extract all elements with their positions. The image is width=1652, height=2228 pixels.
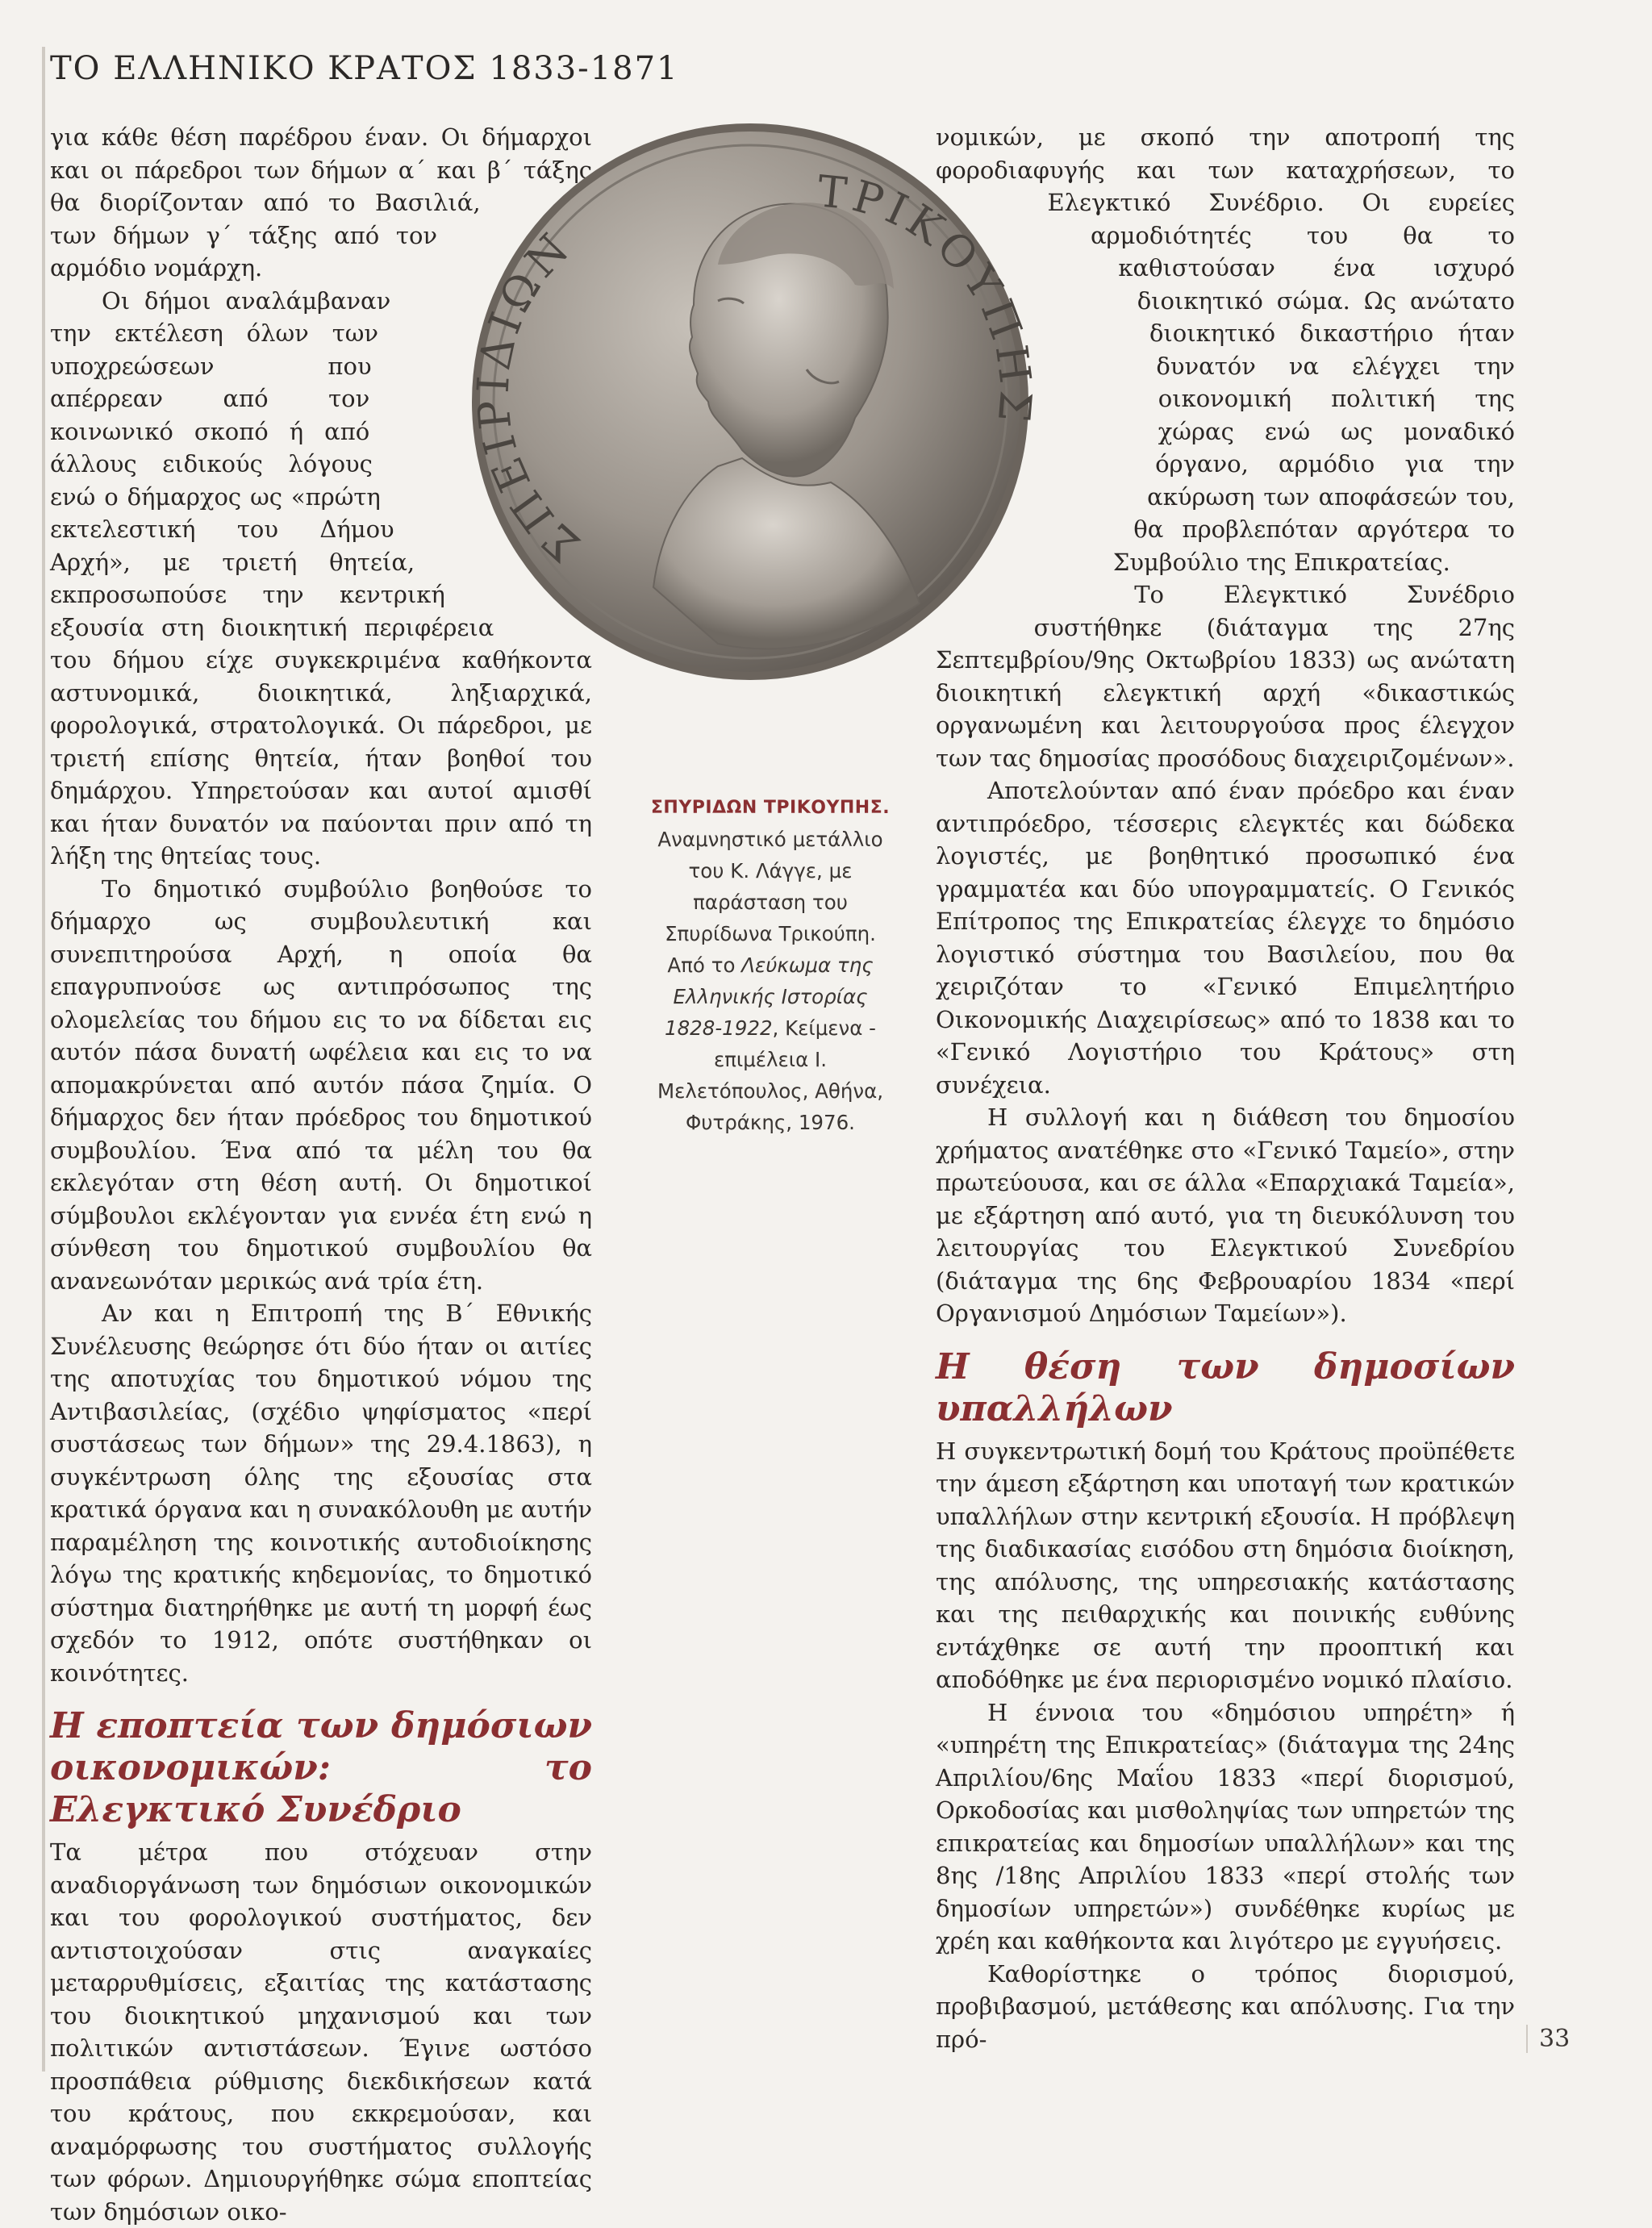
page-number: 33 [1526, 2025, 1570, 2053]
section-heading: Η εποπτεία των δημόσιων οικονομικών: το Ελεγκτικό Συνέδριο [50, 1705, 592, 1830]
paragraph: νομικών, με σκοπό την αποτροπή της φοροδιαφυγής και των καταχρήσεων, το Ελεγκτικό Συνέδριο. Οι ευρείες αρμοδιότητές του θα το καθιστούσαν ένα ισχυρό διοικητικό σώμα. Ως ανώτατο διοικητικό δικαστήριο ήταν δυνατόν να ελέγχει την οικονομική πολιτική της χώρας ενώ ως μοναδικό όργανο, αρμόδιο για την ακύρωση των αποφάσεών του, θα προβλεπόταν αργότερα το Συμβούλιο της Επικρατείας. [936, 123, 1515, 576]
inscription-left: ΣΠΕΙΡΙΔΙΩΝ [467, 220, 590, 572]
paragraph: Αν και η Επιτροπή της Β΄ Εθνικής Συνέλευσης θεώρησε ότι δύο ήταν οι αιτίες της αποτυχίας του δημοτικού νόμου της Αντιβασιλείας, (σχέδιο ψηφίσματος «περί συστάσεως των δήμων» της 29.4.1863), η συγκέντρωση όλης της εξουσίας στα κρατικά όργανα και η συνακόλουθη με αυτήν παραμέληση της κοινοτικής αυτοδιοίκησης λόγω της κρατικής κηδεμονίας, το δημοτικό σύστημα διατηρήθηκε με αυτή τη μορφή έως σχεδόν το 1912, οπότε συστήθηκαν οι κοινότητες. [50, 1300, 592, 1687]
caption-album-title: Λεύκωμα της Ελληνικής Ιστορίας 1828-1922 [664, 953, 874, 1040]
paragraph: για κάθε θέση παρέδρου έναν. Οι δήμαρχοι και οι πάρεδροι των δήμων α΄ και β΄ τάξης θα διορίζονταν από το Βασιλιά, των δήμων γ΄ τάξης από τον αρμόδιο νομάρχη. [50, 123, 592, 282]
caption-text-2: , Κείμενα - επιμέλεια Ι. Μελετόπουλος, Αθήνα, Φυτράκης, 1976. [657, 1016, 884, 1134]
margin-rule [42, 47, 45, 2072]
paragraph: Τα μέτρα που στόχευαν στην αναδιοργάνωση των δημόσιων οικονομικών και του φορολογικού συστήματος, δεν αντιστοιχούσαν στις αναγκαίες μεταρρυθμίσεις, εξαιτίας της κατάστασης του διοικητικού μηχανισμού και των πολιτικών αντιστάσεων. Έγινε ωστόσο προσπάθεια ρύθμισης διεκδικήσεων κατά του κράτους, που εκκρεμούσαν, και αναμόρφωσης του συστήματος συλλογής των φόρων. Δημιουργήθηκε σώμα εποπτείας των δημόσιων οικο- [50, 1838, 592, 2226]
paragraph: Το Ελεγκτικό Συνέδριο συστήθηκε (διάταγμα της 27ης Σεπτεμβρίου/9ης Οκτωβρίου 1833) ως ανώτατη διοικητική ελεγκτική αρχή «δικαστικώς οργανωμένη και λειτουργούσα προς έλεγχον των τας δημοσίας προσόδους διαχειριζομένων». [936, 581, 1515, 772]
section-heading: Η θέση των δημοσίων υπαλλήλων [936, 1346, 1515, 1429]
medal-image [452, 103, 1049, 700]
inscription-right: ΤΡΙΚΟΥΠΗΣ [815, 165, 1042, 429]
paragraph: Η συγκεντρωτική δομή του Κράτους προϋπέθετε την άμεση εξάρτηση και υποταγή των κρατικών υπαλλήλων στην κεντρική εξουσία. Η πρόβλεψη της διαδικασίας εισόδου στη δημόσια διοίκηση, της απόλυσης, της υπηρεσιακής κατάστασης και της πειθαρχικής και ποινικής ευθύνης εντάχθηκε σε αυτή την προοπτική και αποδόθηκε με ένα περιορισμένο νομικό πλαίσιο. [936, 1437, 1515, 1693]
paragraph: Οι δήμοι αναλάμβαναν την εκτέλεση όλων των υποχρεώσεων που απέρρεαν από τον κοινωνικό σκοπό ή από άλλους ειδικούς λόγους ενώ ο δήμαρχος ως «πρώτη εκτελεστική του Δήμου Αρχή», με τριετή θητεία, εκπροσωπούσε την κεντρική εξουσία στη διοικητική περιφέρεια του δήμου είχε συγκεκριμένα καθήκοντα αστυνομικά, διοικητικά, ληξιαρχικά, φορολογικά, στρατολογικά. Οι πάρεδροι, με τριετή επίσης θητεία, ήταν βοηθοί του δημάρχου. Υπηρετούσαν και αυτοί αμισθί και ήταν δυνατόν να παύονται πριν από τη λήξη της θητείας τους. [50, 286, 592, 870]
paragraph: Η συλλογή και η διάθεση του δημοσίου χρήματος ανατέθηκε στο «Γενικό Ταμείο», στην πρωτεύουσα, και σε άλλα «Επαρχιακά Ταμεία», με εξάρτηση από αυτό, για τη διευκόλυνση του λειτουργίας του Ελεγκτικού Συνεδρίου (διάταγμα της 6ης Φεβρουαρίου 1834 «περί Οργανισμού Δημόσιων Ταμείων»). [936, 1104, 1515, 1327]
paragraph: Καθορίστηκε ο τρόπος διορισμού, προβιβασμού, μετάθεσης και απόλυσης. Για την πρό- [936, 1959, 1515, 2053]
paragraph: Το δημοτικό συμβούλιο βοηθούσε το δήμαρχο ως συμβουλευτική και συνεπιτηρούσα Αρχή, η οποία θα επαγρυπνούσε ως αντιπρόσωπος της ολομελείας του δήμου εις το να δίδεται εις αυτόν πάσα δυνατή ωφέλεια και εις το να απομακρύνεται από αυτόν πάσα ζημία. Ο δήμαρχος δεν ήταν πρόεδρος του δημοτικού συμβουλίου. Ένα από τα μέλη του θα εκλεγόταν στη θέση αυτή. Οι δημοτικοί σύμβουλοι εκλέγονταν για εννέα έτη ενώ η σύνθεση του δημοτικού συμβουλίου θα ανανεωνόταν μερικώς ανά τρία έτη. [50, 874, 592, 1295]
medal-portrait-svg [452, 103, 1049, 700]
paragraph: Αποτελούνταν από έναν πρόεδρο και έναν αντιπρόεδρο, τέσσερις ελεγκτές και δώδεκα λογιστές, με βοηθητικό προσωπικό ένα γραμματέα και δύο υπογραμματείς. Ο Γενικός Επίτροπος της Επικρατείας έλεγχε το δημόσιο λογιστικό σύστημα του Βασιλείου, που θα χειριζόταν το «Γενικό Επιμελητήριο Οικονομικής Διαχειρίσεως» από το 1838 και το «Γενικό Λογιστήριο του Κράτους» στη συνέχεια. [936, 777, 1515, 1099]
image-caption [645, 792, 895, 1138]
paragraph: Η έννοια του «δημόσιου υπηρέτη» ή «υπηρέτη της Επικρατείας» (διάταγμα της 24ης Απριλίου/6ης Μαΐου 1833 «περί διορισμού, Ορκοδοσίας και μισθοληψίας των υπηρετών της επικρατείας και δημοσίων υπαλλήλων» και της 8ης /18ης Απριλίου 1833 «περί στολής των δημοσίων υπηρετών») συνδέθηκε κυρίως με χρέη και καθήκοντα και λιγότερο με εγγυήσεις. [936, 1698, 1515, 1955]
caption-text: Αναμνηστικό μετάλλιο του Κ. Λάγγε, με παράσταση του Σπυρίδωνα Τρικούπη. Από το [657, 828, 883, 977]
caption-name: ΣΠΥΡΙΔΩΝ ΤΡΙΚΟΥΠΗΣ. [650, 798, 891, 818]
running-title: ΤΟ ΕΛΛΗΝΙΚΟ ΚΡΑΤΟΣ 1833-1871 [50, 50, 679, 87]
